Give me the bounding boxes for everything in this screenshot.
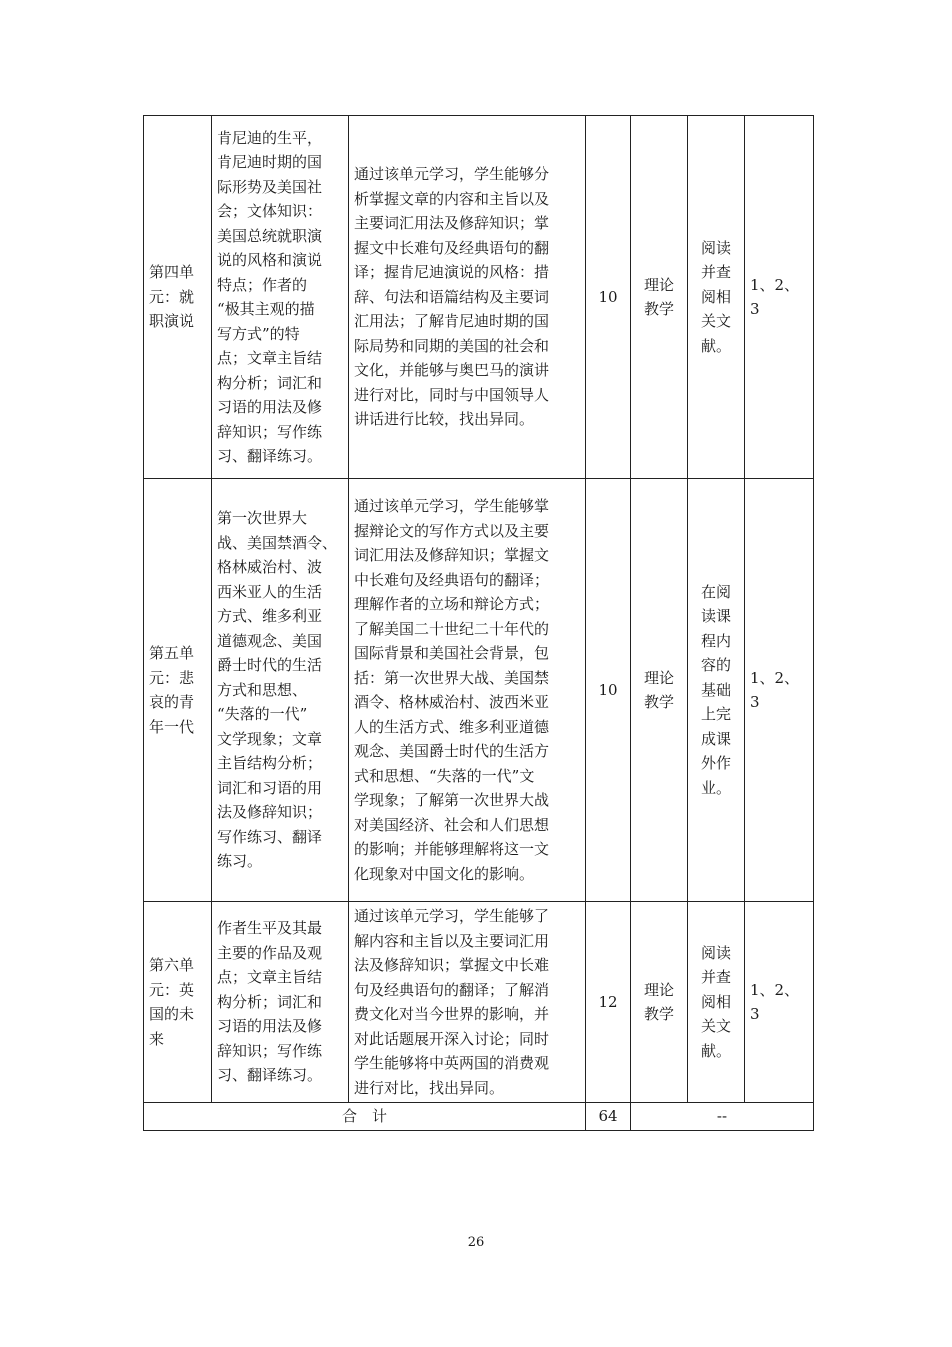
objectives-cell: 1、2、3 bbox=[745, 902, 814, 1103]
requirement-cell: 阅读 并查 阅相 关文 献。 bbox=[688, 902, 745, 1103]
requirement-cell: 阅读 并查 阅相 关文 献。 bbox=[688, 116, 745, 479]
requirement-cell: 在阅 读课 程内 容的 基础 上完 成课 外作 业。 bbox=[688, 479, 745, 902]
teaching-method-cell: 理论 教学 bbox=[631, 902, 688, 1103]
unit-content-cell: 肯尼迪的生平， 肯尼迪时期的国 际形势及美国社 会；文体知识： 美国总统就职演 说的风格和演说 特点；作者的 “极其主观的描 写方式”的特 点；文章主旨结 构分析；词汇和 习语的用法及修 辞知识；写作练 习、翻译练习。 bbox=[212, 116, 349, 479]
total-rest: -- bbox=[631, 1103, 814, 1131]
hours-cell: 10 bbox=[586, 116, 631, 479]
total-label: 合 计 bbox=[144, 1103, 586, 1131]
syllabus-table bbox=[143, 115, 814, 1131]
unit-name-cell: 第四单 元：就 职演说 bbox=[144, 116, 212, 479]
table-row bbox=[144, 116, 814, 479]
unit-name-cell: 第六单 元：英 国的未 来 bbox=[144, 902, 212, 1103]
teaching-method-cell: 理论 教学 bbox=[631, 116, 688, 479]
learning-goal-cell: 通过该单元学习，学生能够分 析掌握文章的内容和主旨以及 主要词汇用法及修辞知识；掌 握文中长难句及经典语句的翻 译；握肯尼迪演说的风格：措 辞、句法和语篇结构及主要词 汇用法；了解肯尼迪时期的国 际局势和同期的美国的社会和 文化，并能够与奥巴马的演讲 进行对比，同时与中国领导人 讲话进行比较，找出异同。 bbox=[349, 116, 586, 479]
objectives-cell: 1、2、3 bbox=[745, 479, 814, 902]
table-row bbox=[144, 902, 814, 1103]
hours-cell: 10 bbox=[586, 479, 631, 902]
unit-content-cell: 第一次世界大 战、美国禁酒令、 格林威治村、波 西米亚人的生活 方式、维多利亚 道德观念、美国 爵士时代的生活 方式和思想、 “失落的一代” 文学现象；文章 主旨结构分析； 词汇和习语的用 法及修辞知识； 写作练习、翻译 练习。 bbox=[212, 479, 349, 902]
total-row bbox=[144, 1103, 814, 1131]
objectives-cell: 1、2、3 bbox=[745, 116, 814, 479]
hours-cell: 12 bbox=[586, 902, 631, 1103]
teaching-method-cell: 理论 教学 bbox=[631, 479, 688, 902]
learning-goal-cell: 通过该单元学习，学生能够掌 握辩论文的写作方式以及主要 词汇用法及修辞知识；掌握文 中长难句及经典语句的翻译； 理解作者的立场和辩论方式； 了解美国二十世纪二十年代的 国际背景和美国社会背景，包 括：第一次世界大战、美国禁 酒令、格林威治村、波西米亚 人的生活方式、维多利亚道德 观念、美国爵士时代的生活方 式和思想、“失落的一代”文 学现象；了解第一次世界大战 对美国经济、社会和人们思想 的影响；并能够理解将这一文 化现象对中国文化的影响。 bbox=[349, 479, 586, 902]
table-row bbox=[144, 479, 814, 902]
page-number: 26 bbox=[467, 1235, 485, 1250]
unit-name-cell: 第五单 元：悲 哀的青 年一代 bbox=[144, 479, 212, 902]
total-hours: 64 bbox=[586, 1103, 631, 1131]
unit-content-cell: 作者生平及其最 主要的作品及观 点；文章主旨结 构分析；词汇和 习语的用法及修 辞知识；写作练 习、翻译练习。 bbox=[212, 902, 349, 1103]
learning-goal-cell: 通过该单元学习，学生能够了 解内容和主旨以及主要词汇用 法及修辞知识；掌握文中长难 句及经典语句的翻译；了解消 费文化对当今世界的影响，并 对此话题展开深入讨论；同时 学生能够将中英两国的消费观 进行对比，找出异同。 bbox=[349, 902, 586, 1103]
